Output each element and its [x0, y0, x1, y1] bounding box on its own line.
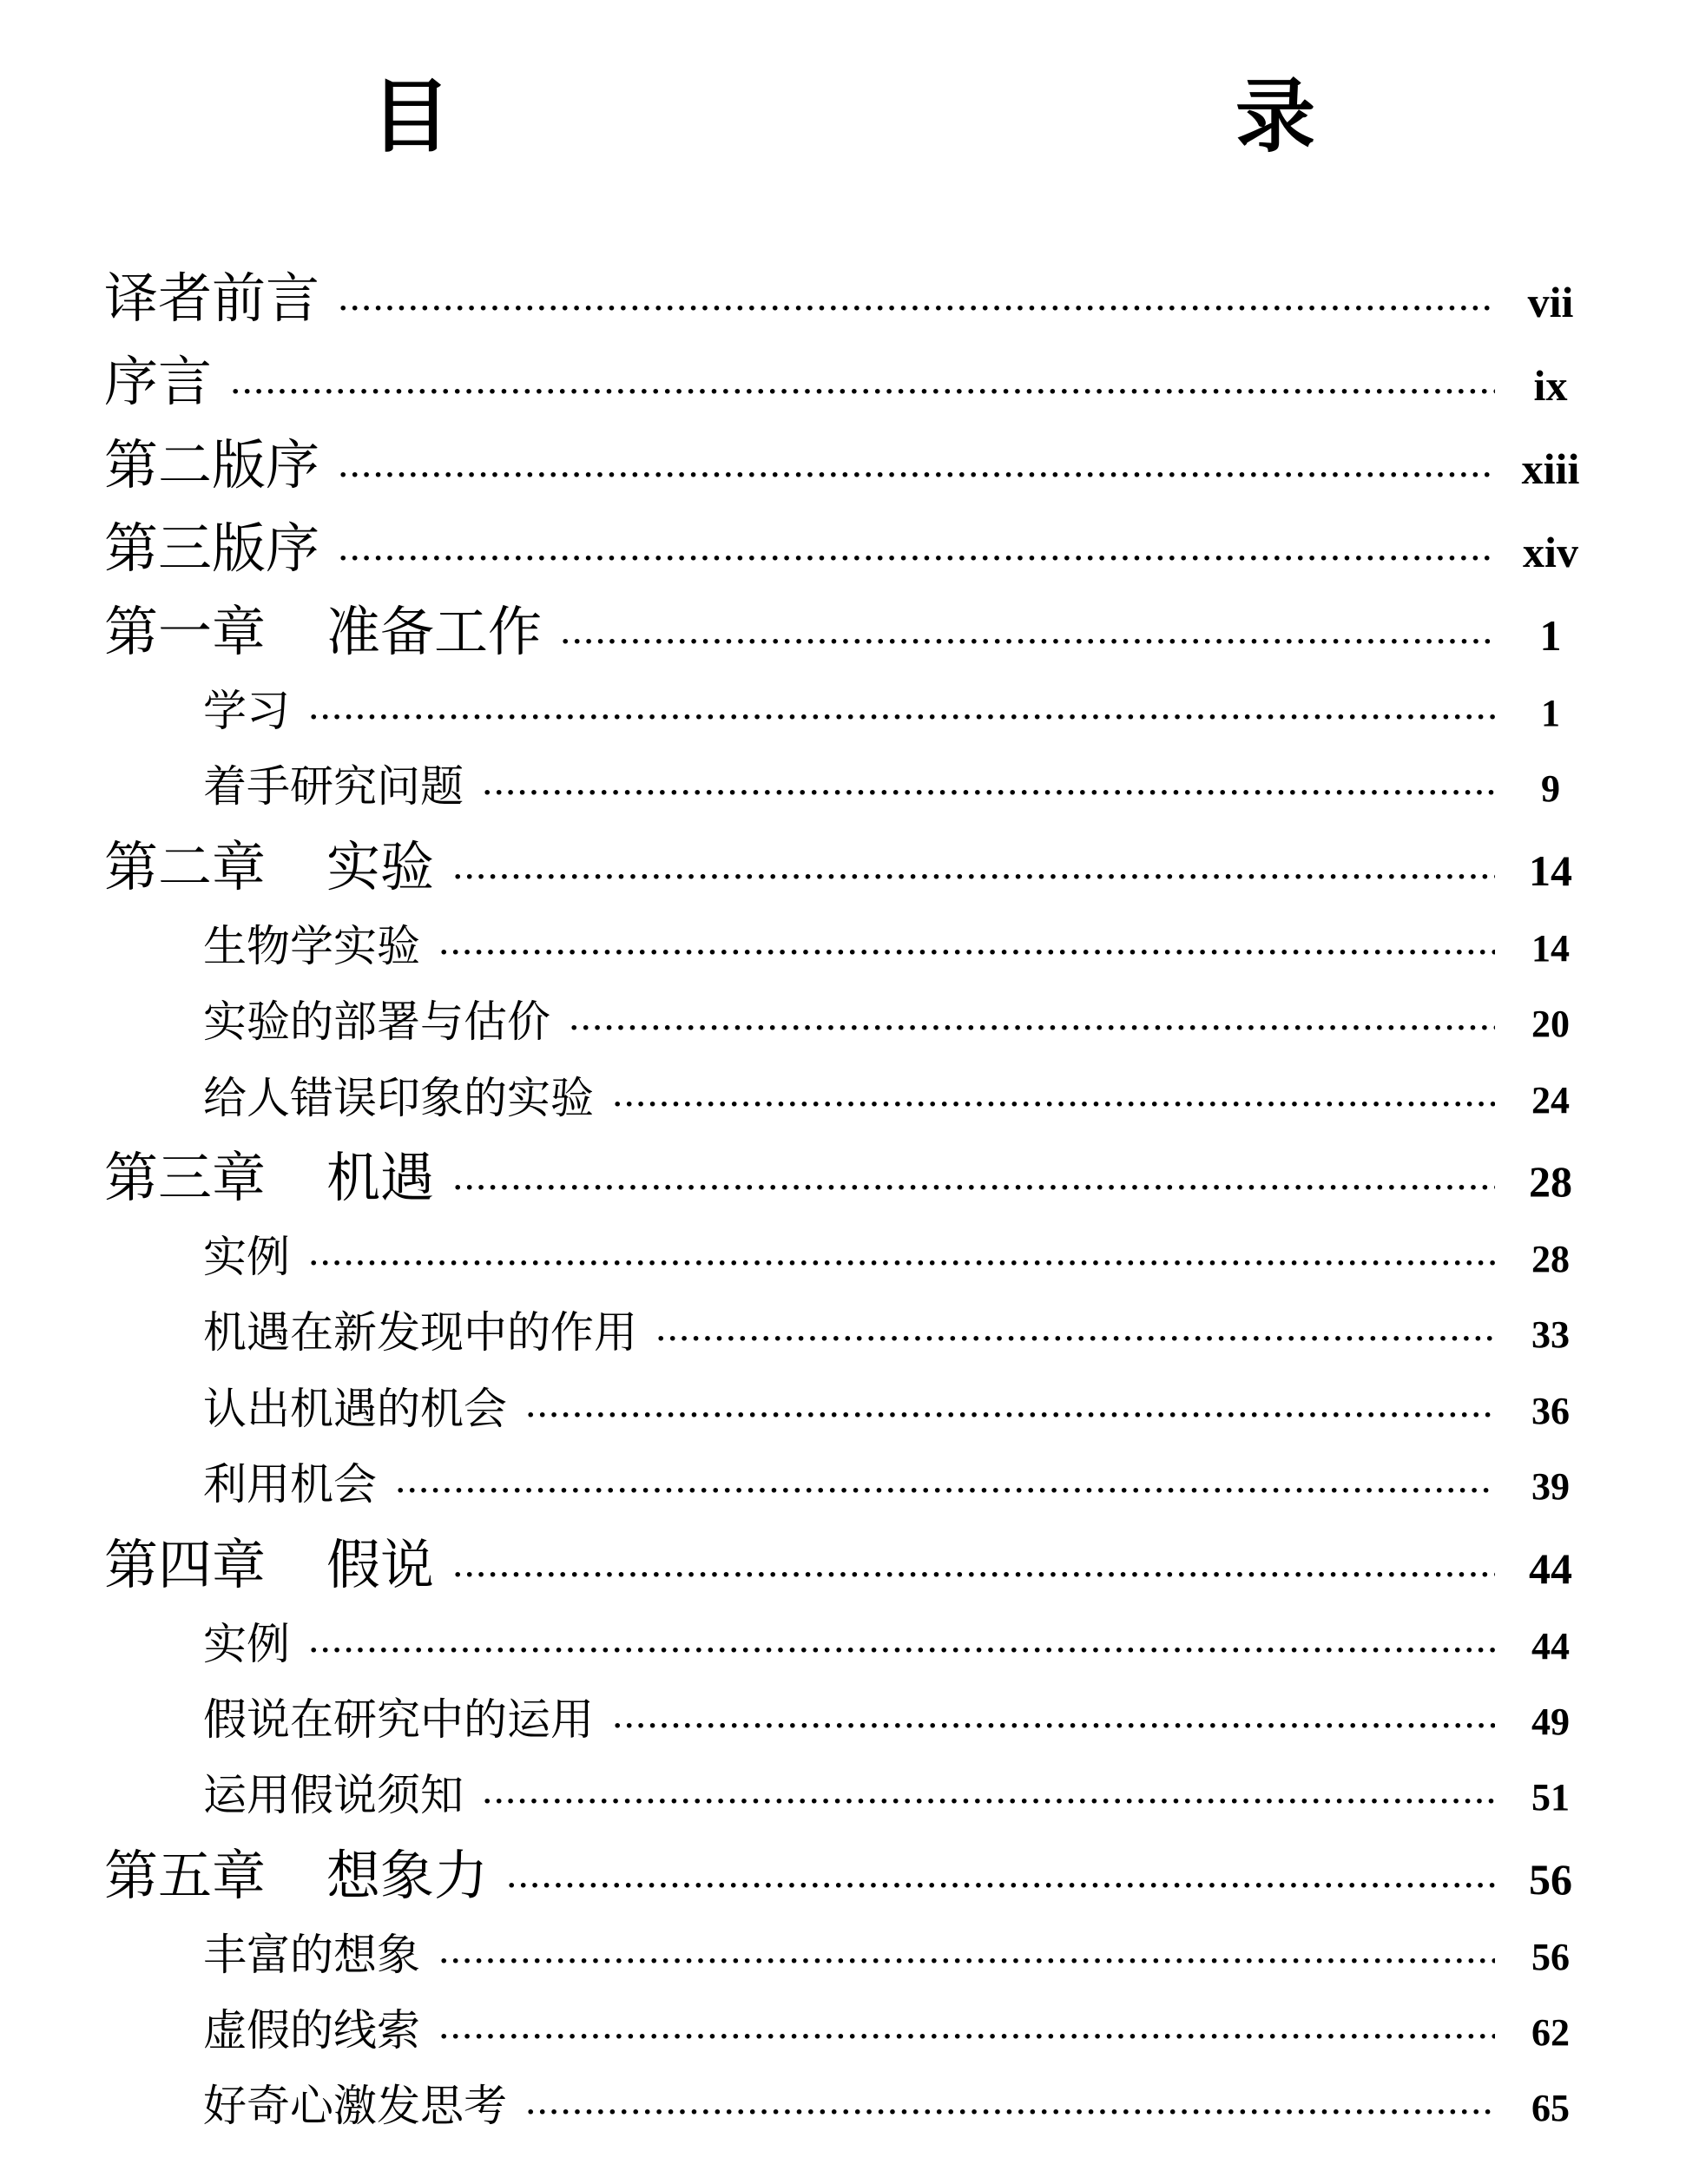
page-number: 28 [1531, 1237, 1570, 1280]
toc-subentry [104, 1993, 1591, 2069]
entry-title: 认出机遇的机会 [203, 1383, 507, 1434]
entry-title: 利用机会 [203, 1459, 377, 1510]
page-number: 56 [1531, 1935, 1570, 1978]
page-number: 51 [1531, 1776, 1570, 1819]
entry-title: 译者前言 [104, 266, 320, 330]
toc-entry [104, 257, 1591, 340]
page-number: 56 [1529, 1854, 1572, 1904]
toc-entry-label [104, 257, 319, 340]
toc-entry-label [203, 1220, 290, 1295]
dot-leader [339, 517, 1495, 601]
toc-subentry [104, 984, 1591, 1060]
toc-subentry [104, 1372, 1591, 1447]
toc-entry-label [104, 590, 542, 674]
toc-entry-label [104, 1136, 434, 1220]
page-number: xiv [1523, 528, 1578, 576]
entry-title: 第二版序 [104, 433, 320, 497]
dot-leader [439, 915, 1495, 990]
dot-leader [483, 755, 1495, 831]
page-number: 24 [1531, 1078, 1570, 1122]
toc-subentry [104, 909, 1591, 984]
page-number: 28 [1529, 1156, 1572, 1206]
entry-title: 实例 [203, 1231, 290, 1282]
toc-entry-label [104, 507, 319, 590]
dot-leader [526, 1378, 1495, 1453]
page-number: 65 [1531, 2087, 1570, 2130]
toc-subentry [104, 1220, 1591, 1295]
dot-leader [309, 1226, 1495, 1301]
toc-entry [104, 826, 1591, 909]
toc-entry [104, 507, 1591, 590]
dot-leader [231, 351, 1495, 434]
toc-subentry [104, 1447, 1591, 1523]
page-number: 1 [1541, 692, 1560, 734]
entry-title: 序言 [104, 350, 213, 413]
toc-subentry [104, 749, 1591, 825]
entry-title: 给人错误印象的实验 [203, 1072, 594, 1123]
entry-title: 运用假说须知 [203, 1770, 464, 1821]
toc-entry-label [203, 1372, 507, 1447]
toc-entry-label [203, 909, 420, 984]
page-number: ix [1533, 361, 1568, 410]
entry-title: 机遇在新发现中的作用 [203, 1307, 637, 1358]
toc-entry-label [104, 424, 319, 507]
toc-entry-label [203, 1061, 594, 1136]
toc-entry-label [104, 826, 434, 909]
dot-leader [453, 1147, 1495, 1230]
entry-title: 着手研究问题 [203, 761, 464, 812]
toc-entry-label [203, 1758, 464, 1833]
dot-leader [526, 2075, 1495, 2150]
dot-leader [453, 1534, 1495, 1617]
dot-leader [656, 1301, 1495, 1377]
chapter-number: 第二章 [104, 834, 267, 898]
page-number: xiii [1521, 444, 1580, 493]
toc-entry [104, 590, 1591, 674]
toc-entry-label [104, 1834, 488, 1918]
dot-leader [483, 1764, 1495, 1839]
dot-leader [309, 680, 1495, 755]
page-number: 49 [1531, 1700, 1570, 1743]
page-number: 1 [1539, 611, 1562, 660]
chapter-number: 第四章 [104, 1532, 267, 1596]
page-number: 44 [1529, 1543, 1572, 1593]
dot-leader [396, 1453, 1495, 1529]
toc-entry-label [104, 340, 212, 424]
toc-entry-label [203, 1918, 420, 1993]
toc-entry [104, 340, 1591, 424]
dot-leader [339, 267, 1495, 351]
toc-entry-label [203, 2069, 507, 2144]
page-title: 目 录 [371, 70, 1524, 163]
entry-title: 假说在研究中的运用 [203, 1694, 594, 1745]
entry-title: 学习 [203, 686, 290, 736]
page-number: 14 [1531, 926, 1570, 970]
entry-title: 假说 [326, 1532, 435, 1596]
toc-subentry [104, 1682, 1591, 1758]
entry-title: 实验 [326, 834, 435, 898]
chapter-number: 第三章 [104, 1145, 267, 1209]
dot-leader [439, 1999, 1495, 2075]
toc-entry-label [203, 749, 464, 825]
toc-entry-label [203, 1993, 420, 2069]
toc-entry-label [203, 1682, 594, 1758]
toc-entry [104, 1523, 1591, 1607]
entry-title: 实例 [203, 1618, 290, 1669]
entry-title: 虚假的线索 [203, 2005, 420, 2056]
toc-entry-label [203, 984, 550, 1060]
dot-leader [561, 601, 1495, 684]
toc-subentry [104, 1758, 1591, 1833]
toc-entry [104, 424, 1591, 507]
page-number: 9 [1541, 767, 1560, 811]
dot-leader [507, 1845, 1495, 1928]
toc-subentry [104, 674, 1591, 749]
entry-title: 好奇心激发思考 [203, 2081, 507, 2132]
toc-subentry [104, 1061, 1591, 1136]
dot-leader [613, 1067, 1495, 1142]
toc-subentry [104, 1607, 1591, 1682]
entry-title: 实验的部署与估价 [203, 997, 550, 1048]
page-number: 44 [1531, 1624, 1570, 1668]
toc-entry-label [104, 1523, 434, 1607]
dot-leader [309, 1613, 1495, 1688]
chapter-number: 第一章 [104, 600, 267, 663]
toc-entry-label [203, 1295, 637, 1371]
toc-subentry [104, 2069, 1591, 2144]
toc-subentry [104, 1918, 1591, 1993]
entry-title: 机遇 [326, 1145, 435, 1209]
toc-entry [104, 1136, 1591, 1220]
entry-title: 丰富的想象 [203, 1929, 420, 1980]
toc-entry [104, 1834, 1591, 1918]
entry-title: 生物学实验 [203, 920, 420, 971]
toc-entry-label [203, 1447, 377, 1523]
toc-subentry [104, 1295, 1591, 1371]
page-number: 20 [1531, 1003, 1570, 1046]
page-number: 33 [1531, 1313, 1570, 1357]
page-number: 14 [1529, 845, 1572, 895]
entry-title: 想象力 [326, 1843, 489, 1907]
chapter-number: 第五章 [104, 1843, 267, 1907]
entry-title: 第三版序 [104, 516, 320, 580]
dot-leader [453, 836, 1495, 919]
page-number: 62 [1531, 2011, 1570, 2055]
entry-title: 准备工作 [326, 600, 543, 663]
dot-leader [339, 434, 1495, 517]
dot-leader [570, 990, 1495, 1066]
dot-leader [439, 1924, 1495, 1999]
page-number: 36 [1531, 1389, 1570, 1432]
page-number: 39 [1531, 1465, 1570, 1509]
toc-entry-label [203, 674, 290, 749]
table-of-contents [104, 257, 1591, 2145]
toc-entry-label [203, 1607, 290, 1682]
dot-leader [613, 1688, 1495, 1764]
page-number: vii [1527, 278, 1574, 326]
